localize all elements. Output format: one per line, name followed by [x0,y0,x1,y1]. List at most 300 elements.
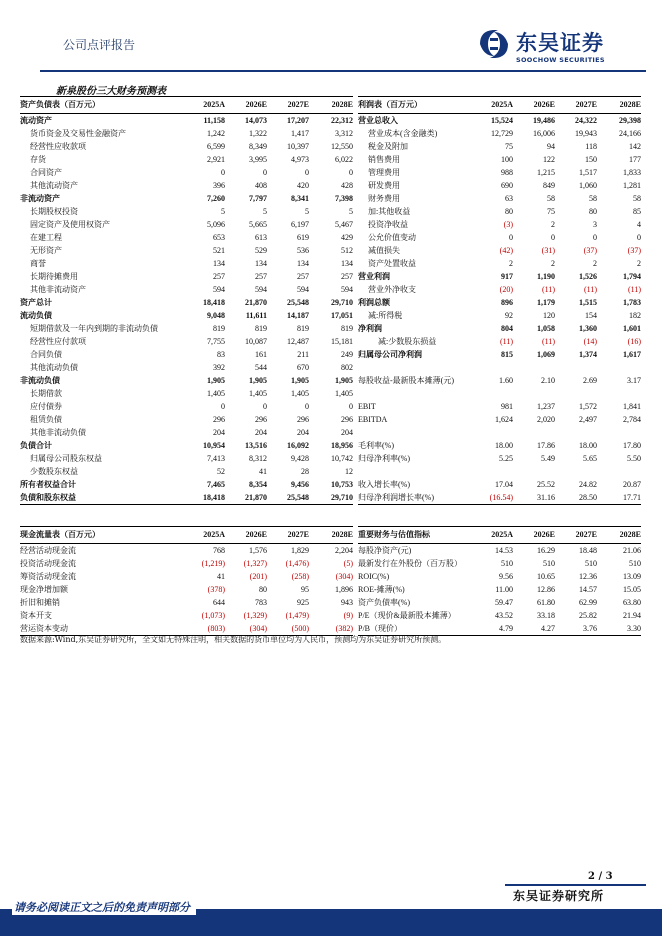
row-label: 最新发行在外股份（百万股） [358,559,462,568]
value-cell: 594 [341,285,353,294]
row-label: 短期借款及一年内到期的非流动负债 [30,324,158,333]
row-label: 财务费用 [368,194,400,203]
value-cell: 18.00 [495,441,513,450]
value-cell: 134 [213,259,225,268]
value-cell: 8,349 [249,142,267,151]
value-cell: 981 [501,402,513,411]
table-row [20,192,353,205]
value-cell: 85 [633,207,641,216]
value-cell: 1,281 [623,181,641,190]
value-cell: 613 [255,233,267,242]
table-row [20,140,353,153]
value-cell: 134 [255,259,267,268]
row-label: 长期借款 [30,389,62,398]
table-row [20,557,353,570]
row-label [358,387,472,400]
value-cell: 5 [305,207,309,216]
table-row [20,153,353,166]
value-cell: 17,051 [331,311,353,320]
value-cell: 22,312 [331,116,353,125]
value-cell: 11,611 [245,311,267,320]
value-cell: (11) [541,337,555,346]
value-cell: 0 [263,168,267,177]
value-cell: 3 [593,220,597,229]
value-cell: 7,413 [207,454,225,463]
value-cell: 2,204 [335,546,353,555]
value-cell: 0 [637,233,641,242]
row-label: 税金及附加 [368,142,408,151]
value-cell: 5.49 [541,454,555,463]
value-cell: (1,476) [285,559,309,568]
value-cell: 142 [629,142,641,151]
value-cell: 257 [297,272,309,281]
value-cell: 95 [301,585,309,594]
row-label: 长期待摊费用 [30,272,78,281]
value-cell: 14,187 [287,311,309,320]
value-cell [472,426,513,439]
row-label: 其他非流动资产 [30,285,86,294]
value-cell: 24,166 [619,129,641,138]
value-cell: 7,260 [207,194,225,203]
value-cell: 4.27 [513,622,555,636]
value-cell: 510 [501,559,513,568]
value-cell: 120 [543,311,555,320]
value-cell: 52 [217,467,225,476]
row-label: 每股净资产(元) [358,546,412,555]
table-row [20,296,353,309]
value-cell: (500) [267,622,309,636]
value-cell: (3) [503,220,513,229]
value-cell: 690 [501,181,513,190]
row-label: 其他流动负债 [30,363,78,372]
value-cell: 41 [259,467,267,476]
year-column-header: 2028E [309,97,353,114]
valuation-ratios-table [358,526,641,636]
soochow-logo [476,26,646,66]
value-cell: 161 [255,350,267,359]
value-cell: (11) [583,285,597,294]
value-cell [513,426,555,439]
value-cell: 296 [341,415,353,424]
table-row [358,452,641,465]
value-cell: 1,783 [623,298,641,307]
value-cell: 917 [501,272,513,281]
value-cell: 3.30 [597,622,641,636]
value-cell: 59.47 [495,598,513,607]
value-cell: 1,794 [623,272,641,281]
value-cell: 134 [341,259,353,268]
value-cell: 819 [341,324,353,333]
value-cell: 1,905 [291,376,309,385]
table-row [358,283,641,296]
value-cell: 12,487 [287,337,309,346]
row-label: 非流动资产 [20,194,60,203]
row-label: EBITDA [358,415,388,424]
row-label: 净利润 [358,324,382,333]
year-column-header: 2026E [225,97,267,114]
value-cell: 16,092 [287,441,309,450]
value-cell: 17,207 [287,116,309,125]
value-cell: 1,237 [537,402,555,411]
table-row [20,400,353,413]
value-cell: 429 [341,233,353,242]
value-cell: 2,020 [537,415,555,424]
value-cell: 510 [543,559,555,568]
value-cell [597,387,641,400]
value-cell: (31) [541,246,555,255]
value-cell: (42) [499,246,513,255]
table-row [20,322,353,335]
value-cell: 536 [297,246,309,255]
value-cell: 21,870 [225,491,267,505]
value-cell: 1,515 [579,298,597,307]
value-cell: 5.65 [583,454,597,463]
row-label: 归属母公司净利润 [358,350,422,359]
value-cell: 653 [213,233,225,242]
value-cell: 1,624 [495,415,513,424]
page-number: 2 / 3 [588,871,613,882]
value-cell: 819 [255,324,267,333]
row-label: 毛利率(%) [358,441,394,450]
value-cell: 100 [501,155,513,164]
table-heading: 资产负债表（百万元） [20,97,184,114]
value-cell: 594 [297,285,309,294]
table-row [20,257,353,270]
value-cell: 12 [345,467,353,476]
row-label: 经营性应付款项 [30,337,86,346]
value-cell: 31.16 [513,491,555,505]
table-row [358,374,641,387]
row-label: 其他流动资产 [30,181,78,190]
value-cell: (16.54) [472,491,513,505]
row-label: 负债合计 [20,441,52,450]
table-row [358,192,641,205]
value-cell: 18.48 [579,546,597,555]
value-cell: 5,467 [335,220,353,229]
row-label: 非流动负债 [20,376,60,385]
table-row [358,322,641,335]
row-label: 归属母公司股东权益 [30,454,102,463]
table-row [358,400,641,413]
value-cell: 10.65 [537,572,555,581]
row-label: 资产处置收益 [368,259,416,268]
year-column-header: 2028E [309,527,353,544]
table-row [20,179,353,192]
value-cell: 8,341 [291,194,309,203]
value-cell: 619 [297,233,309,242]
value-cell: 9.56 [499,572,513,581]
forecast-table-title: 新泉股份三大财务预测表 [56,86,166,97]
year-column-header: 2027E [555,527,597,544]
value-cell: 94 [547,142,555,151]
row-label [358,465,472,478]
value-cell: 29,710 [309,491,353,505]
row-label: ROIC(%) [358,572,390,581]
table-header-row [20,527,353,544]
year-column-header: 2026E [513,97,555,114]
value-cell: 5 [221,207,225,216]
value-cell: 43.52 [495,611,513,620]
table-row [20,309,353,322]
row-label: 资产负债率(%) [358,598,410,607]
value-cell: 392 [213,363,225,372]
value-cell: 5.25 [499,454,513,463]
value-cell: 13.09 [623,572,641,581]
value-cell: 1,374 [579,350,597,359]
row-label: 归母净利润增长率(%) [358,491,472,505]
value-cell: 28 [301,467,309,476]
year-column-header: 2027E [267,97,309,114]
value-cell: 1,841 [623,402,641,411]
value-cell: 9,048 [207,311,225,320]
value-cell: 849 [543,181,555,190]
value-cell [555,387,597,400]
value-cell: 2.10 [541,376,555,385]
table-row [358,244,641,257]
value-cell [555,361,597,374]
value-cell: (9) [343,611,353,620]
data-source-note: 数据来源:Wind,东吴证券研究所，全文如无特殊注明，相关数据的货币单位均为人民币，预测均为东吴证券研究所预测。 [20,635,447,644]
value-cell [555,465,597,478]
value-cell: (304) [225,622,267,636]
value-cell: 804 [501,324,513,333]
value-cell: 3.76 [555,622,597,636]
value-cell: (258) [291,572,309,581]
value-cell: 1,576 [249,546,267,555]
value-cell: 182 [629,311,641,320]
value-cell [597,426,641,439]
table-row [358,231,641,244]
row-label: 应付债券 [30,402,62,411]
value-cell: 925 [297,598,309,607]
value-cell: 63.80 [623,598,641,607]
value-cell: 15,181 [331,337,353,346]
table-row [20,387,353,400]
value-cell: 815 [501,350,513,359]
value-cell [472,361,513,374]
table-row [358,439,641,452]
value-cell: 177 [629,155,641,164]
row-label: 少数股东权益 [30,467,78,476]
table-row [20,270,353,283]
value-cell: 10,742 [331,454,353,463]
table-heading: 现金流量表（百万元） [20,527,184,544]
table-heading: 利润表（百万元） [358,97,472,114]
value-cell: 428 [341,181,353,190]
value-cell: 510 [629,559,641,568]
value-cell: (803) [184,622,225,636]
value-cell: 61.80 [537,598,555,607]
value-cell: 768 [213,546,225,555]
row-label: EBIT [358,402,376,411]
value-cell: (304) [335,572,353,581]
row-label: 商誉 [30,259,46,268]
row-label: 租赁负债 [30,415,62,424]
table-header-row [20,97,353,114]
value-cell: 2 [509,259,513,268]
value-cell: (11) [499,337,513,346]
value-cell: 29,398 [619,116,641,125]
value-cell: 1,360 [579,324,597,333]
value-cell: 1.60 [499,376,513,385]
value-cell: 92 [505,311,513,320]
table-header-row [358,527,641,544]
income-statement-table [358,96,641,505]
row-label: 收入增长率(%) [358,480,410,489]
row-label: 现金净增加额 [20,585,68,594]
row-label: 营业成本(含金融类) [368,129,438,138]
value-cell: 154 [585,311,597,320]
table-row [20,413,353,426]
value-cell: 14.53 [495,546,513,555]
table-row [358,609,641,622]
value-cell: 1,242 [207,129,225,138]
value-cell: 296 [213,415,225,424]
value-cell: 896 [501,298,513,307]
value-cell: 819 [297,324,309,333]
value-cell: 1,526 [579,272,597,281]
value-cell: 9,428 [291,454,309,463]
footer-organization: 东吴证券研究所 [513,889,605,903]
row-label: 减值损失 [368,246,400,255]
value-cell: 33.18 [537,611,555,620]
value-cell: 10,954 [203,441,225,450]
row-label: 研发费用 [368,181,400,190]
row-label: 流动负债 [20,311,52,320]
table-row [20,478,353,491]
table-row [20,166,353,179]
row-label: 营业总收入 [358,116,398,125]
value-cell: 2,921 [207,155,225,164]
row-label [358,361,472,374]
value-cell: 18,956 [331,441,353,450]
value-cell: 150 [585,155,597,164]
table-row [358,570,641,583]
row-label: 合同负债 [30,350,62,359]
value-cell: 19,943 [575,129,597,138]
value-cell: 3,312 [335,129,353,138]
value-cell: 802 [341,363,353,372]
value-cell: 420 [297,181,309,190]
value-cell: 1,829 [291,546,309,555]
value-cell: 58 [633,194,641,203]
value-cell: (1,073) [201,611,225,620]
value-cell: 1,058 [537,324,555,333]
value-cell [472,387,513,400]
value-cell: 257 [341,272,353,281]
logo-english-name: SOOCHOW SECURITIES [516,56,605,64]
value-cell: 17.86 [537,441,555,450]
value-cell: 1,517 [579,168,597,177]
row-label: 销售费用 [368,155,400,164]
value-cell: 10,087 [245,337,267,346]
value-cell: 594 [255,285,267,294]
value-cell: 18,418 [203,298,225,307]
value-cell: 4.79 [472,622,513,636]
value-cell: 204 [341,428,353,437]
year-column-header: 2025A [184,527,225,544]
table-row [20,114,353,128]
table-row [358,257,641,270]
value-cell: 204 [213,428,225,437]
value-cell: 529 [255,246,267,255]
value-cell: 6,197 [291,220,309,229]
value-cell: 0 [221,402,225,411]
value-cell: 512 [341,246,353,255]
value-cell: 396 [213,181,225,190]
value-cell: 204 [297,428,309,437]
value-cell: 5,096 [207,220,225,229]
value-cell: 2 [551,259,555,268]
value-cell: 211 [297,350,309,359]
year-column-header: 2025A [472,97,513,114]
value-cell: 1,215 [537,168,555,177]
value-cell: 1,896 [335,585,353,594]
value-cell: 521 [213,246,225,255]
table-row [20,596,353,609]
value-cell: 1,190 [537,272,555,281]
row-label: 长期股权投资 [30,207,78,216]
year-column-header: 2026E [513,527,555,544]
value-cell: (5) [343,559,353,568]
value-cell: 2 [637,259,641,268]
value-cell: (14) [583,337,597,346]
value-cell [597,361,641,374]
value-cell: (16) [627,337,641,346]
value-cell: 408 [255,181,267,190]
value-cell: 24,322 [575,116,597,125]
value-cell: 10,753 [331,480,353,489]
value-cell: 943 [341,598,353,607]
value-cell: 2 [593,259,597,268]
value-cell: 9,456 [291,480,309,489]
value-cell: 2.69 [583,376,597,385]
row-label: 投资净收益 [368,220,408,229]
table-row [20,218,353,231]
row-label: 存货 [30,155,46,164]
value-cell: 783 [255,598,267,607]
value-cell: 14,073 [245,116,267,125]
row-label: 折旧和摊销 [20,598,60,607]
value-cell: 3.17 [627,376,641,385]
value-cell: 510 [585,559,597,568]
value-cell: 257 [213,272,225,281]
table-row [358,361,641,374]
table-row [358,205,641,218]
row-label: 每股收益-最新股本摊薄(元) [358,376,454,385]
value-cell: 134 [297,259,309,268]
value-cell: 16.29 [537,546,555,555]
value-cell: 19,486 [533,116,555,125]
value-cell: 12,550 [331,142,353,151]
table-row [358,270,641,283]
table-row [358,387,641,400]
value-cell: 21,870 [245,298,267,307]
value-cell: 80 [589,207,597,216]
value-cell: (37) [583,246,597,255]
table-row [20,426,353,439]
value-cell: 2 [551,220,555,229]
value-cell: 1,179 [537,298,555,307]
row-label: 经营活动现金流 [20,546,76,555]
value-cell: 15.05 [623,585,641,594]
value-cell: 62.99 [579,598,597,607]
value-cell: 75 [505,142,513,151]
value-cell: 8,354 [249,480,267,489]
row-label: 加:其他收益 [368,207,411,216]
table-row [20,361,353,374]
value-cell: 670 [297,363,309,372]
